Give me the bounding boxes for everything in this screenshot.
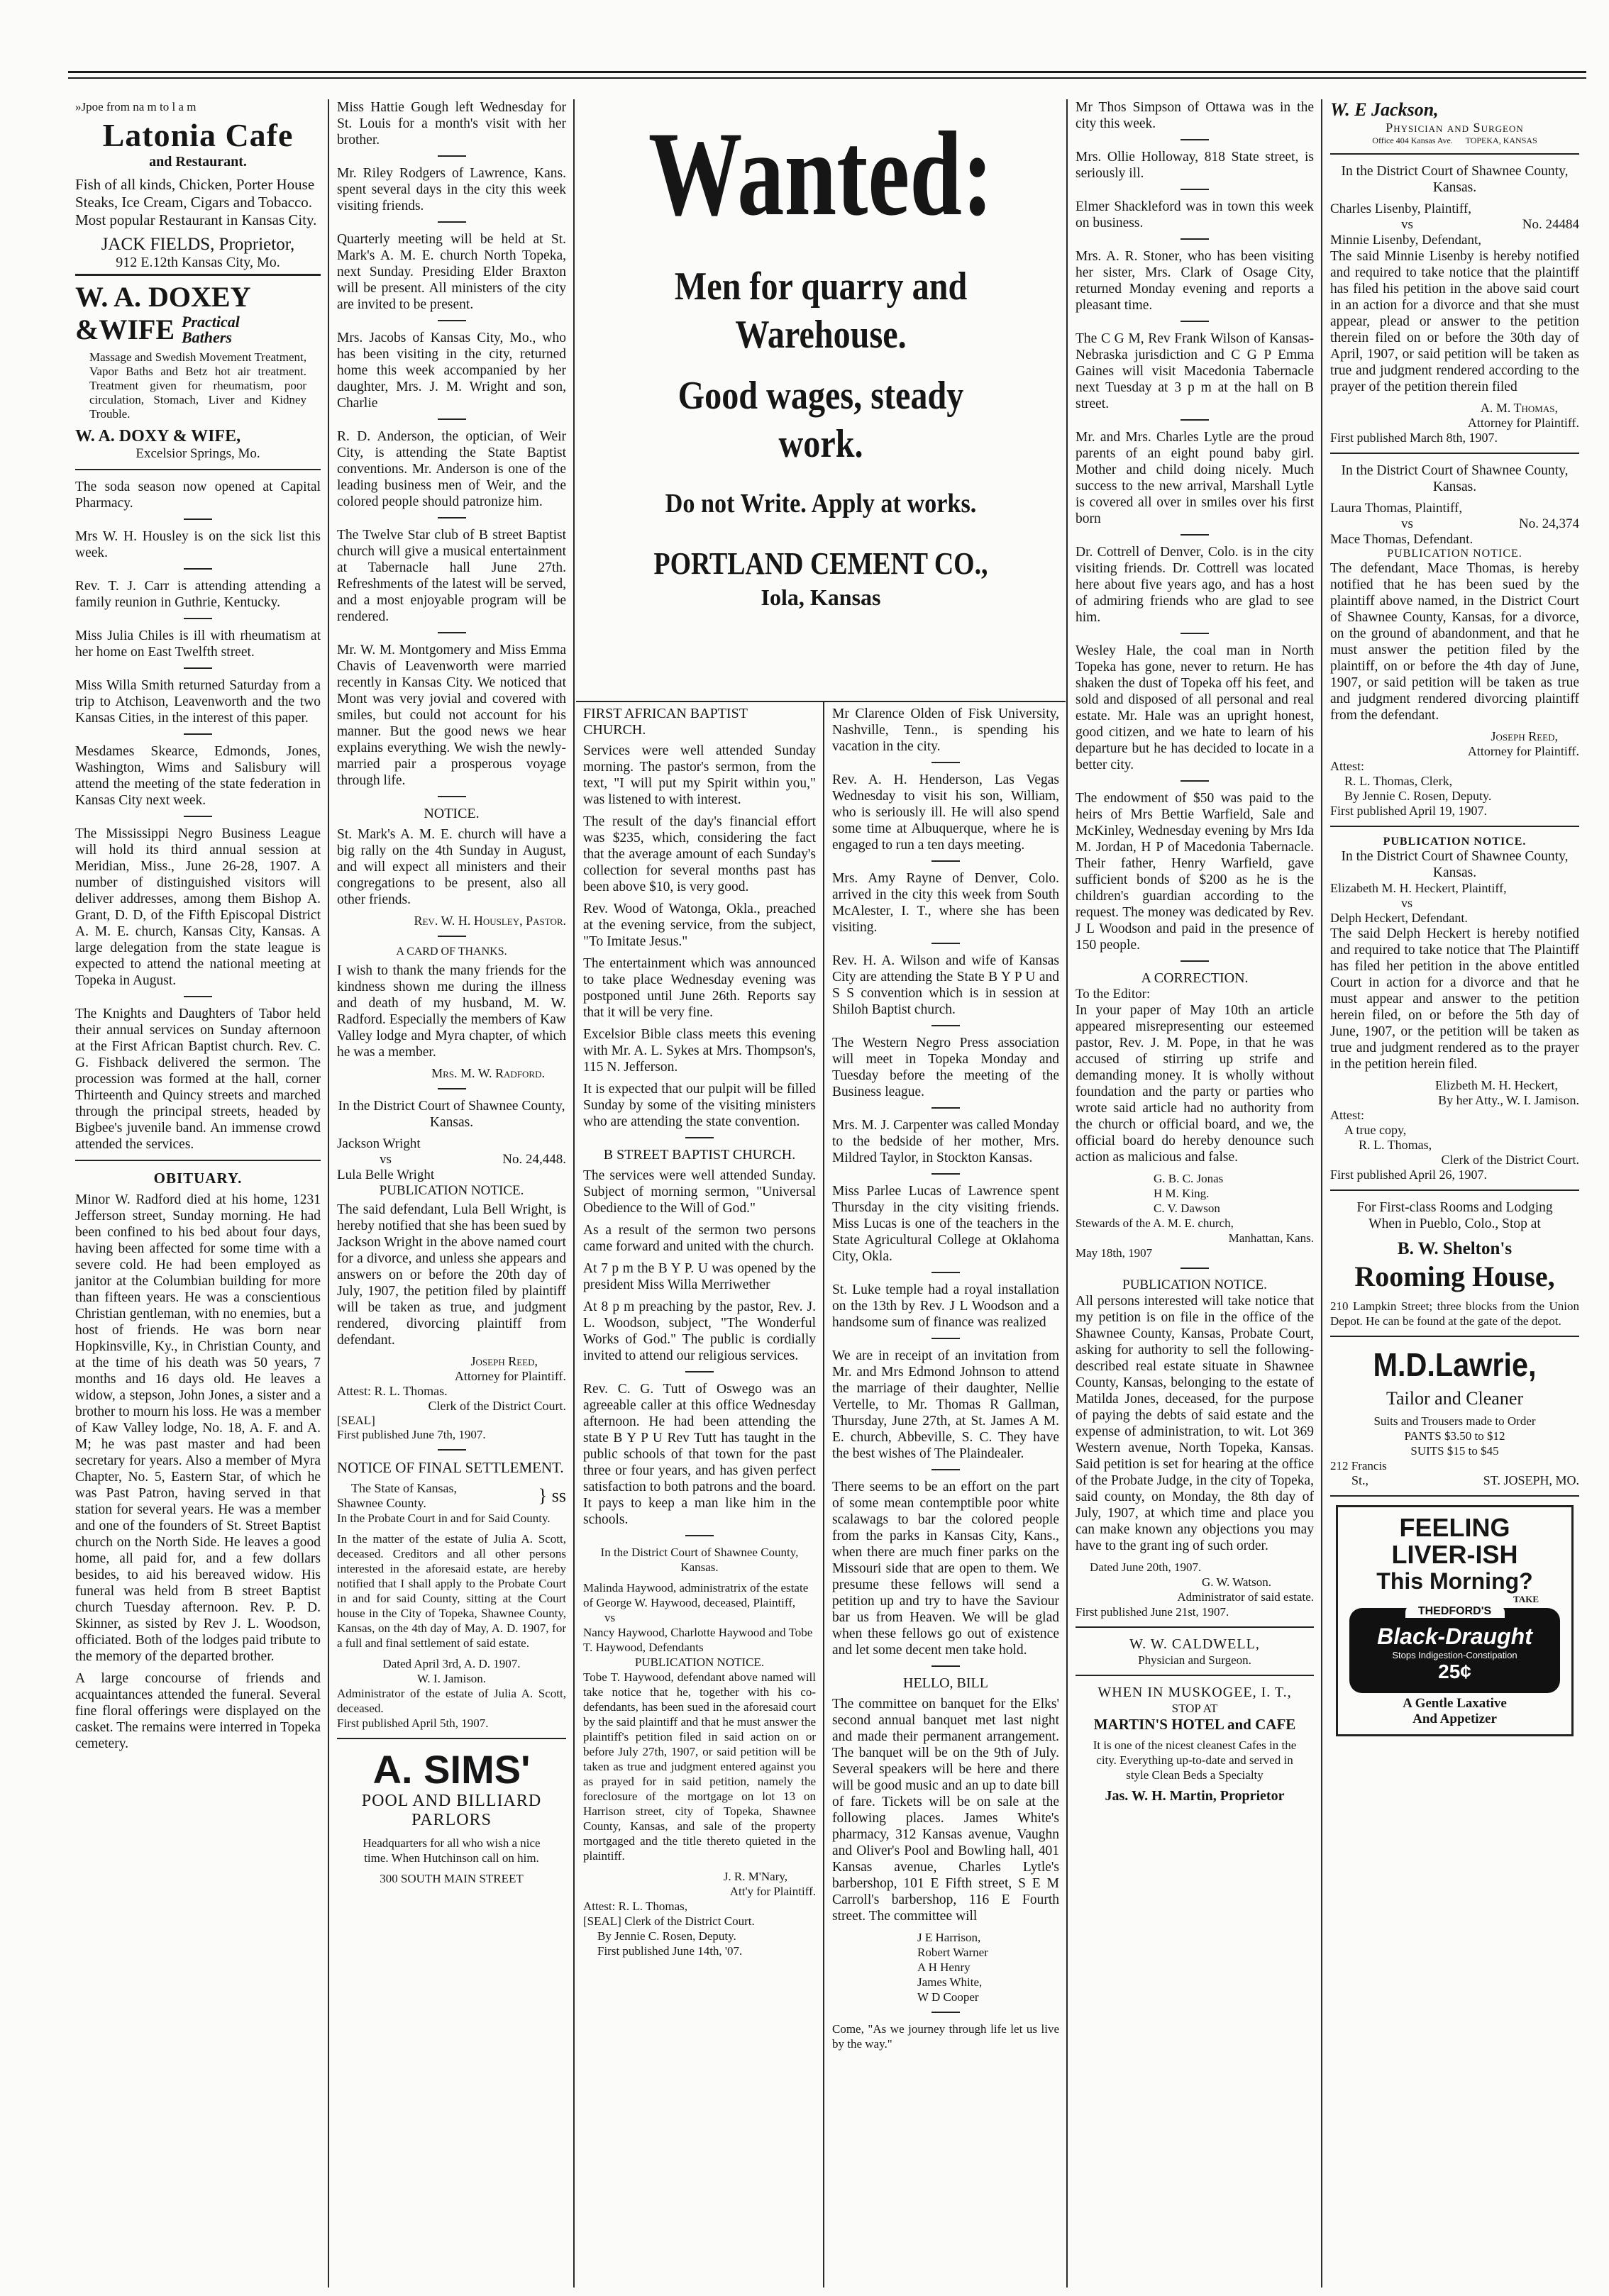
sims-ad xyxy=(337,1748,566,1886)
church-item: At 7 p m the B Y P. U was opened by the president Miss Willa Merriwether xyxy=(583,1261,816,1292)
news-item: The Knights and Daughters of Tabor held their annual services on Sunday afternoon at the First African Baptist church. Rev. C. G. Fishback delivered the sermon. The procession was formed at the hall, corner Thirteenth and Quincy streets and marched through the principal streets, headed by Bigbee's juvenile band. An immense crowd attended the services. xyxy=(75,1006,321,1152)
court-deputy: By Jennie C. Rosen, Deputy. xyxy=(597,1929,736,1943)
court-defendant: Delph Heckert, Defendant. xyxy=(1330,911,1468,925)
court-attorney: By her Atty., W. I. Jamison. xyxy=(1438,1093,1579,1107)
court-publication-heading: PUBLICATION NOTICE. xyxy=(379,1183,524,1198)
court-signature: Elizbeth M. H. Heckert, xyxy=(1435,1078,1558,1092)
news-item: The C G M, Rev Frank Wilson of Kansas-Nebraska jurisdiction and C G P Emma Gaines will visit Macedonia Tabernacle next Tuesday at 3 p m at the hall on B street. xyxy=(1076,331,1314,411)
court-heading: In the District Court of Shawnee County, Kansas. xyxy=(338,1099,565,1130)
rooming-house: Rooming House, xyxy=(1354,1260,1555,1292)
court-deputy: By Jennie C. Rosen, Deputy. xyxy=(1344,789,1492,803)
court-plaintiff: Charles Lisenby, Plaintiff, xyxy=(1330,201,1471,216)
news-item: Miss Hattie Gough left Wednesday for St. Louis for a month's visit with her brother. xyxy=(337,100,566,148)
court-true-copy: A true copy, xyxy=(1344,1123,1407,1137)
court-body: The said Minnie Lisenby is hereby notified and required to take notice that the plaintiff has filed his petition in the above said court in an action for a divorce and that she must appear, plead or answer to the petition therein filed on or before the 30th day of April, 1907, or said petition will be taken as true and judgment rendered according to the prayer of the petition therein filed xyxy=(1330,249,1579,394)
wanted-line2: Good wages, steady work. xyxy=(678,374,964,466)
column-4 xyxy=(825,706,1066,2284)
committee-member: A H Henry xyxy=(917,1961,971,1974)
court-signature: A. M. Thomas, xyxy=(1480,401,1558,415)
final-first-published: First published April 5th, 1907. xyxy=(337,1717,489,1730)
court-attorney: Attorney for Plaintiff. xyxy=(1467,744,1579,758)
doxey-wife: &WIFE xyxy=(75,314,175,345)
correction-place: Manhattan, Kans. xyxy=(1228,1231,1314,1245)
column-rule xyxy=(1066,99,1068,2287)
court-attest: Attest: xyxy=(1330,1108,1364,1122)
bd-name: Black-Draught xyxy=(1377,1624,1532,1649)
wanted-title: Wanted: xyxy=(648,107,994,240)
court-attorney: Attorney for Plaintiff. xyxy=(1467,416,1579,430)
steward-name: G. B. C. Jonas xyxy=(1154,1172,1224,1185)
column-rule xyxy=(573,99,575,2287)
doxey-tagline: Practical Bathers xyxy=(182,312,240,346)
notice-signature: Rev. W. H. Housley, Pastor. xyxy=(414,914,566,928)
martin-proprietor: Jas. W. H. Martin, Proprietor xyxy=(1105,1788,1285,1804)
church-item: At 8 p m preaching by the pastor, Rev. J. L. Woodson, subject, "The Wonderful Works of God." The public is cordially invited to attend our religious services. xyxy=(583,1299,816,1363)
church-item: Rev. Wood of Watonga, Okla., preached at the evening service, from the subject, "To Imitate Jesus." xyxy=(583,902,816,949)
obituary-heading: OBITUARY. xyxy=(153,1170,243,1187)
news-item: Miss Julia Chiles is ill with rheumatism at her home on East Twelfth street. xyxy=(75,628,321,660)
latonia-proprietor: JACK FIELDS, Proprietor, xyxy=(101,235,295,254)
news-item: Mrs. M. J. Carpenter was called Monday to the bedside of her mother, Mrs. Mildred Taylor, in Stockton Kansas. xyxy=(832,1118,1059,1165)
obituary-text: Minor W. Radford died at his home, 1231 Jefferson street, Sunday morning. He had been confined to his bed about four days, having been affected for some time with a severe cold. He had been employed as janitor at the Columbian building for more than fifteen years. He was a conscientious Christian gentleman, with no enemies, but a host of friends. He was born near Hopkinsville, Ky., in Christian County, and at the time of his death was 50 years, 7 months and 16 days old. He leaves a widow, a stepson, John Jones, a sister and a brother to mourn his loss. He was a member of Kaw Valley lodge, No. 18, A. F. and A. M; he was past master and had been secretary for years. Also a member of Myra Chapter, No. 5, Eastern Star, of which he was Past Patron, having served in that station for several years. He was a member and one of the founders of St. Street Baptist church on the North Side. He leaves a good home, all paid for, and a few dollars besides, to aid his bereaved widow. His funeral was held from B street Baptist church Tuesday afternoon. Rev. P. D. Skinner, as sisted by Rev J. L. Woodson, officiated. Both of the lodges paid tribute to the memory of the departed brother. xyxy=(75,1192,321,1664)
news-item: Mrs W. H. Housley is on the sick list this week. xyxy=(75,529,321,560)
black-draught-box xyxy=(1349,1605,1560,1693)
news-item: Mrs. A. R. Stoner, who has been visiting her sister, Mrs. Clark of Osage City, returned Monday evening and reports a pleasant time. xyxy=(1076,249,1314,313)
bd-take: TAKE xyxy=(1513,1594,1539,1604)
court-attest: Attest: R. L. Thomas. xyxy=(337,1384,448,1398)
court-attest: Attest: R. L. Thomas, xyxy=(583,1900,688,1913)
court-attorney: Att'y for Plaintiff. xyxy=(729,1885,816,1898)
news-item: We are in receipt of an invitation from Mr. and Mrs Edmond Johnson to attend the marriage of their daughter, Nellie Vertelle, to Mr. Thomas R Gallman, Thursday, June 27th, at St. James A M. E. church, Abbeville, S. C. They have the best wishes of The Plaindealer. xyxy=(832,1348,1059,1461)
caldwell-name: W. W. CALDWELL, xyxy=(1129,1636,1260,1652)
closing-quote: Come, "As we journey through life let us live by the way." xyxy=(832,2022,1059,2051)
correction-stewards: Stewards of the A. M. E. church, xyxy=(1076,1216,1234,1230)
court-publication-heading: PUBLICATION NOTICE. xyxy=(1387,548,1522,560)
court-body: The said defendant, Lula Bell Wright, is hereby notified that she has been sued by Jackson Wright in the above named court for a divorce, and unless she appears and answers on or before the 20th day of July, 1907, the petition filed by plaintiff will be taken as true, and judgment rendered, divorcing plaintiff from defendant. xyxy=(337,1202,566,1348)
column-rule xyxy=(328,99,329,2287)
stop-at: STOP AT xyxy=(1171,1702,1218,1715)
court-first-published: First published March 8th, 1907. xyxy=(1330,431,1498,445)
news-item: Mesdames Skearce, Edmonds, Jones, Washington, Wims and Salisbury will attend the meeting of the state federation in Kansas City next week. xyxy=(75,744,321,808)
jackson-title: Physician and Surgeon xyxy=(1386,121,1524,135)
church-item: Services were well attended Sunday morning. The pastor's sermon, from the text, "I will put my Spirit within you," was listened to with interest. xyxy=(583,743,816,807)
court-signature: Joseph Reed, xyxy=(1491,729,1558,743)
publication-first-published: First published June 21st, 1907. xyxy=(1076,1605,1229,1619)
news-item: Mr Clarence Olden of Fisk University, Nashville, Tenn., is spending his vacation in the city. xyxy=(832,706,1059,754)
jackson-name: W. E Jackson, xyxy=(1330,99,1439,120)
hello-bill-text: The committee on banquet for the Elks' second annual banquet met last night and made their permanent arrangement. The banquet will be on the 9th of July. Several speakers will be here and there will be good music and an up to date bill of fare. Tickets will be on sale at the following places. James White's pharmacy, 312 Kansas avenue, Vaughn and Oliver's Pool and Bowling hall, 401 Kansas avenue, Charles Lytle's barbershop, 101 E Fifth street, S E M Carroll's barbershop, 116 E Fourth street. The committee will xyxy=(832,1697,1059,1924)
news-item: The endowment of $50 was paid to the heirs of Mrs Bettie Warfield, Sale and McKinley, Wednesday evening by Mrs Ida M. Jordan, H P of Macedonia Tabernacle. Their father, Henry Warfield, gave sufficient bonds of $200 as he is the children's guardian according to the request. The money was dedicated by Rev. J L Woodson and paid in the presence of 150 people. xyxy=(1076,791,1314,953)
latonia-cafe-ad xyxy=(75,117,321,276)
court-vs: vs xyxy=(1401,516,1413,531)
column-2 xyxy=(330,99,573,2284)
final-ss: } ss xyxy=(538,1485,566,1506)
sims-line1: POOL AND BILLIARD xyxy=(361,1792,542,1810)
news-item: Wesley Hale, the coal man in North Topeka has gone, never to return. He has shaken the dust of Topeka off his feet, and sold and disposed of all personal and real estate. Mr. Hale was an upright honest, good citizen, and we hate to learn of his departure but he has decided to locate in a better city. xyxy=(1076,643,1314,772)
news-item: Mr. W. M. Montgomery and Miss Emma Chavis of Leavenworth were married recently in Kansas City. We noticed that Mont was very jovial and covered with smiles, but could not account for his manner. But the good news we hear explains everything. We wish the newly-married pair a prosperous voyage through life. xyxy=(337,643,566,788)
martin-body: It is one of the nicest cleanest Cafes in the city. Everything up-to-date and served in style Clean Beds a Specialty xyxy=(1093,1738,1297,1782)
sims-line2: PARLORS xyxy=(411,1811,492,1829)
court-publication-heading: PUBLICATION NOTICE. xyxy=(634,1656,765,1669)
court-heading: In the District Court of Shawnee County, Kansas. xyxy=(1341,164,1569,195)
sims-body: Headquarters for all who wish a nice time. When Hutchinson call on him. xyxy=(363,1836,541,1865)
court-first-published: First published April 19, 1907. xyxy=(1330,804,1488,818)
bd-gentle: A Gentle Laxative xyxy=(1403,1696,1507,1711)
lawrie-pants: PANTS $3.50 to $12 xyxy=(1404,1429,1505,1443)
doxey-name: W. A. DOXEY xyxy=(75,281,251,313)
bd-thedford: THEDFORD'S xyxy=(1405,1605,1505,1618)
court-clerk-title: Clerk of the District Court. xyxy=(1441,1153,1579,1167)
correction-date: May 18th, 1907 xyxy=(1076,1246,1153,1260)
final-signature: W. I. Jamison. xyxy=(416,1672,487,1685)
court-number: No. 24,448. xyxy=(502,1152,566,1167)
news-item: The Western Negro Press association will meet in Topeka Monday and Tuesday before the meeting of the Business league. xyxy=(832,1036,1059,1099)
bd-stops: Stops Indigestion-Constipation xyxy=(1392,1650,1517,1660)
wanted-place: Iola, Kansas xyxy=(761,584,881,610)
court-heading: In the District Court of Shawnee County, Kansas. xyxy=(600,1546,799,1574)
news-item: Rev. T. J. Carr is attending attending a family reunion in Guthrie, Kentucky. xyxy=(75,579,321,610)
court-number: No. 24,374 xyxy=(1519,516,1579,531)
wanted-company: PORTLAND CEMENT CO., xyxy=(653,546,988,581)
court-number: No. 24484 xyxy=(1522,217,1579,232)
lawrie-suits: SUITS $15 to $45 xyxy=(1410,1444,1499,1458)
notice-heading: NOTICE. xyxy=(424,806,480,821)
final-state: The State of Kansas, xyxy=(351,1481,457,1495)
news-item: The Mississippi Negro Business League will hold its third annual session at Meridian, Miss., June 26-28, 1907. A number of distinguished visitors will deliver addresses, among them Bishop A. Grant, D. D, of the Fifth Episcopal District A. M. E. church, Kansas City, Kansas. A large delegation from the state league is expected to attend the national meeting at Topeka in August. xyxy=(75,826,321,988)
court-parties: Malinda Haywood, administratrix of the estate of George W. Haywood, deceased, Plaintiff, xyxy=(583,1581,809,1609)
news-item: Rev. A. H. Henderson, Las Vegas Wednesday to visit his son, William, who is seriously ill. He will also spend some time at Albuquerque, where he is engaged to run a ten days meeting. xyxy=(832,772,1059,853)
court-vs: vs xyxy=(1401,896,1413,910)
column-6 xyxy=(1323,99,1586,2284)
steward-name: C. V. Dawson xyxy=(1154,1202,1220,1215)
column-rule xyxy=(1321,99,1322,2287)
final-date: Dated April 3rd, A. D. 1907. xyxy=(382,1657,521,1670)
court-attorney: Attorney for Plaintiff. xyxy=(454,1369,566,1383)
court-publication-heading: PUBLICATION NOTICE. xyxy=(1383,836,1527,848)
latonia-address: 912 E.12th Kansas City, Mo. xyxy=(75,255,321,276)
court-defendant: Mace Thomas, Defendant. xyxy=(1330,532,1473,547)
column-3 xyxy=(576,706,823,2284)
martin-hotel: MARTIN'S HOTEL and CAFE xyxy=(1093,1716,1296,1733)
news-item: The soda season now opened at Capital Pharmacy. xyxy=(75,479,321,511)
court-first-published: First published June 14th, '07. xyxy=(597,1944,743,1958)
correction-salutation: To the Editor: xyxy=(1076,987,1151,1002)
church-item: It is expected that our pulpit will be filled Sunday by some of the visiting ministers who are attending the state convention. xyxy=(583,1082,816,1129)
thanks-text: I wish to thank the many friends for the kindness shown me during the illness and death of my husband, M. W. Radford. Especially the members of Kaw Valley lodge and Myra chapter, of which he was a member. xyxy=(337,963,566,1060)
court-seal: [SEAL] xyxy=(337,1414,375,1427)
page-top-fragment: »Jpoe from na m to l a m xyxy=(75,100,197,113)
news-item: Mrs. Ollie Holloway, 818 State street, is seriously ill. xyxy=(1076,150,1314,181)
news-item: Elmer Shackleford was in town this week on business. xyxy=(1076,199,1314,231)
church-item: Rev. C. G. Tutt of Oswego was an agreeable caller at this office Wednesday afternoon. He had been attending the state B Y P U Rev Tutt has taught in the public schools of that town for the past three or four years, and has given perfect satisfaction to both patrons and the board. It pays to keep a man like him in the schools. xyxy=(583,1382,816,1527)
court-plaintiff: Jackson Wright xyxy=(337,1136,421,1151)
court-defendant: Lula Belle Wright xyxy=(337,1168,435,1182)
bd-morning: This Morning? xyxy=(1376,1568,1533,1594)
court-defendant: Minnie Lisenby, Defendant, xyxy=(1330,233,1481,248)
court-signature: J. R. M'Nary, xyxy=(723,1870,787,1883)
news-item: Quarterly meeting will be held at St. Mark's A. M. E. church North Topeka, next Sunday. Presiding Elder Braxton will be present. All ministers of the city are invited to be present. xyxy=(337,232,566,312)
court-body: The said Delph Heckert is hereby notified and required to take notice that The Plaintiff has filed her petition in the above entitled Court in action for a divorce and that he must appear and answer to the petition herein filed, on or before the 5th day of June, 1907, or the petition will be taken as true and judgment rendered as to the prayer in the petition herein filed. xyxy=(1330,926,1579,1072)
publication-heading: PUBLICATION NOTICE. xyxy=(1122,1277,1267,1292)
church-item: The services were well attended Sunday. Subject of morning sermon, "Universal Obedience to the Will of God." xyxy=(583,1168,816,1216)
hello-bill-heading: HELLO, BILL xyxy=(903,1675,988,1691)
bd-liverish: LIVER-ISH xyxy=(1391,1540,1518,1569)
correction-heading: A CORRECTION. xyxy=(1141,970,1249,986)
thanks-heading: A CARD OF THANKS. xyxy=(396,945,507,958)
column-1 xyxy=(68,99,328,2284)
wanted-line1: Men for quarry and Warehouse. xyxy=(674,265,968,357)
news-item: The Twelve Star club of B street Baptist church will give a musical entertainment at Tabernacle hall June 27th. Refreshments of the latest will be served, and a most enjoyable program will be rendered. xyxy=(337,528,566,624)
church-item: The entertainment which was announced to take place Wednesday evening was postponed until June 26th. Reports say that it will be very fine. xyxy=(583,956,816,1020)
court-attest: Attest: xyxy=(1330,759,1364,773)
sims-name: A. SIMS' xyxy=(372,1747,531,1792)
latonia-title: Latonia Cafe xyxy=(102,117,294,153)
final-county: Shawnee County. xyxy=(337,1496,426,1510)
shelton-name: B. W. Shelton's xyxy=(1397,1239,1513,1258)
court-plaintiff: Laura Thomas, Plaintiff, xyxy=(1330,501,1463,516)
doxey-body: Massage and Swedish Movement Treatment, Vapor Baths and Betz hot air treatment. Treatment given for rheumatism, poor circulation, Stomach, Liver and Kidney Trouble. xyxy=(89,350,306,421)
latonia-body: Fish of all kinds, Chicken, Porter House Steaks, Ice Cream, Cigars and Tobacco. Most popular Restaurant in Kansas City. xyxy=(75,176,317,228)
court-heading: In the District Court of Shawnee County, Kansas. xyxy=(1341,463,1569,494)
final-body: In the matter of the estate of Julia A. Scott, deceased. Creditors and all other persons interested in the aforesaid estate, are hereby notified that I shall apply to the Probate Court in and for said County, sitting at the Court house in the City of Topeka, Shawnee County, Kansas, on the 4th day of May, A. D. 1907, for a full and final settlement of said estate. xyxy=(337,1532,566,1650)
court-vs: vs xyxy=(380,1152,392,1167)
lawrie-body: Suits and Trousers made to Order xyxy=(1373,1414,1536,1428)
first-african-heading: FIRST AFRICAN BAPTIST CHURCH. xyxy=(583,706,748,738)
court-clerk: R. L. Thomas, xyxy=(1359,1138,1432,1152)
news-item: Mr. Riley Rodgers of Lawrence, Kans. spent several days in the city this week visiting friends. xyxy=(337,166,566,213)
church-item: As a result of the sermon two persons came forward and united with the church. xyxy=(583,1223,816,1254)
lawrie-address-1: 212 Francis xyxy=(1330,1459,1387,1473)
court-body: Tobe T. Haywood, defendant above named will take notice that he, together with his co-defendants, has been sued in the aforesaid court by the said plaintiff and that he must answer the plaintiff's petition filed in said action on or before July 27th, 1907, or said petition will be taken as true and judgment entered against you as prayed for in said petition, namely the foreclosure of the mortgage on lot 13 on Harrison street, city of Topeka, Shawnee County, Kansas, and sale of the property mortgaged and the title thereto quieted in the plaintiff. xyxy=(583,1670,816,1863)
obituary-text: A large concourse of friends and acquaintances attended the funeral. Several fine floral offerings were displayed on the casket. The remains were interred in Topeka cemetery. xyxy=(75,1671,321,1751)
publication-date: Dated June 20th, 1907. xyxy=(1090,1560,1202,1574)
thanks-signature: Mrs. M. W. Radford. xyxy=(431,1066,545,1080)
bd-appetizer: And Appetizer xyxy=(1412,1712,1497,1726)
final-administrator: Administrator of the estate of Julia A. Scott, deceased. xyxy=(337,1687,566,1715)
committee-member: James White, xyxy=(917,1975,983,1989)
news-item: Mrs. Jacobs of Kansas City, Mo., who has been visiting in the city, returned home this week accompanied by her daughter, Mrs. J. M. Wright and son, Charlie xyxy=(337,331,566,411)
lawrie-address-2: St., xyxy=(1351,1473,1369,1487)
publication-text: All persons interested will take notice that my petition is on file in the office of the Shawnee County, Kansas, Probate Court, asking for authority to sell the following-described real estate situate in Shawnee County, Kansas, belonging to the estate of Matilda Jones, deceased, for the purpose of paying the debts of said estate and the expense of administration, to wit. Lot 369 Western avenue, North Topeka, Kansas. Said petition is set for hearing at the office of the Probate Judge, in the city of Topeka, said county, on Monday, the 8th day of July, 1907, at which time and place you can make known any objections you may have to the grant ing of such order. xyxy=(1076,1294,1314,1553)
court-seal: [SEAL] Clerk of the District Court. xyxy=(583,1914,755,1928)
latonia-subtitle: and Restaurant. xyxy=(149,154,247,170)
lawrie-name: M.D.Lawrie, xyxy=(1373,1346,1537,1383)
doxey-place: Excelsior Springs, Mo. xyxy=(136,446,260,461)
church-item: The result of the day's financial effort was $235, which, considering the fact that the average amount of each Sunday's collection for several months past has been above $10, is very good. xyxy=(583,814,816,894)
final-settlement-heading: NOTICE OF FINAL SETTLEMENT. xyxy=(337,1459,564,1476)
jackson-address: Office 404 Kansas Ave. TOPEKA, KANSAS xyxy=(1372,135,1537,145)
column-5 xyxy=(1068,99,1321,2284)
black-draught-ad xyxy=(1336,1505,1574,1736)
committee-member: J E Harrison, xyxy=(917,1931,981,1944)
news-item: R. D. Anderson, the optician, of Weir City, is attending the State Baptist conventions. Mr. Anderson is one of the leading business men of Weir, and the colored people should patronize him. xyxy=(337,429,566,509)
news-item: There seems to be an effort on the part of some mean contemptible poor white scalawags to bar the colored people from the parks in Kansas City, Kans., when there are much finer parks on the Missouri side that are open to them. We presume these fellows will send a petition up and try to have the Saviour bar us from Heaven. We will be glad when these fellows go out of existence and let some decent men take hold. xyxy=(832,1480,1059,1658)
court-clerk: R. L. Thomas, Clerk, xyxy=(1344,774,1453,788)
committee-member: Robert Warner xyxy=(917,1946,988,1959)
news-item: Miss Willa Smith returned Saturday from a trip to Atchison, Leavenworth and the two Kansas Cities, in the interest of this paper. xyxy=(75,678,321,726)
caldwell-title: Physician and Surgeon. xyxy=(1138,1653,1251,1667)
court-heading: In the District Court of Shawnee County, Kansas. xyxy=(1341,849,1569,880)
committee-member: W D Cooper xyxy=(917,1990,979,2004)
court-vs: vs xyxy=(604,1611,616,1624)
news-item: Miss Parlee Lucas of Lawrence spent Thursday in the city visiting friends. Miss Lucas is one of the teachers in the State Agricultural College at Oklahoma City, Okla. xyxy=(832,1184,1059,1264)
court-defendants: Nancy Haywood, Charlotte Haywood and Tobe T. Haywood, Defendants xyxy=(583,1626,813,1654)
publication-signature: G. W. Watson. xyxy=(1202,1575,1271,1589)
correction-text: In your paper of May 10th an article appeared misrepresenting our esteemed pastor, Rev. J. M. Pope, in that he was accused of stirring up strife and demanding money. It is wholly without foundation and the party or parties who wrote said article had no authority from the church or official board, and we, the official board do hereby denounce such action as malicious and false. xyxy=(1076,1003,1314,1165)
court-body: The defendant, Mace Thomas, is hereby notified that he has been sued by the plaintiff above named, in the District Court of Shawnee County, Kansas, for a divorce, on the ground of abandonment, and that he must answer the petition filed by the plaintiff, on or before the 4th day of June, 1907, or said petition will be taken as true and judgment rendered divorcing plaintiff from the defendant. xyxy=(1330,561,1579,723)
news-item: Dr. Cottrell of Denver, Colo. is in the city visiting friends. Dr. Cottrell was located here about five years ago, and has a host of admiring friends who are glad to see him. xyxy=(1076,545,1314,625)
news-item: Rev. H. A. Wilson and wife of Kansas City are attending the State B Y P U and S S convention which is in session at Shiloh Baptist church. xyxy=(832,953,1059,1017)
pueblo-line: For First-class Rooms and Lodging When in Pueblo, Colo., Stop at xyxy=(1356,1200,1553,1231)
court-first-published: First published April 26, 1907. xyxy=(1330,1168,1488,1182)
doxey-sign: W. A. DOXY & WIFE, xyxy=(75,427,241,445)
sims-address: 300 SOUTH MAIN STREET xyxy=(380,1872,524,1885)
b-street-heading: B STREET BAPTIST CHURCH. xyxy=(603,1147,796,1163)
steward-name: H M. King. xyxy=(1154,1187,1210,1200)
court-first-published: First published June 7th, 1907. xyxy=(337,1428,486,1441)
masthead-rule xyxy=(68,71,1586,79)
shelton-body: 210 Lampkin Street; three blocks from the Union Depot. He can be found at the gate of the depot. xyxy=(1330,1299,1579,1328)
lawrie-city: ST. JOSEPH, MO. xyxy=(1483,1473,1579,1487)
bd-feeling: FEELING xyxy=(1399,1513,1510,1542)
news-item: Mrs. Amy Rayne of Denver, Colo. arrived in the city this week from South McAlester, I. T., where she has been visiting. xyxy=(832,871,1059,935)
wanted-ad xyxy=(576,99,1066,702)
news-item: Mr Thos Simpson of Ottawa was in the city this week. xyxy=(1076,100,1314,131)
publication-administrator: Administrator of said estate. xyxy=(1177,1590,1314,1604)
muskogee-line: WHEN IN MUSKOGEE, I. T., xyxy=(1097,1685,1292,1700)
news-item: Mr. and Mrs. Charles Lytle are the proud parents of an eight pound baby girl. Mother and child doing nicely. Much success to the new arrival, Marshall Lytle is covered all over in smiles over his first born xyxy=(1076,430,1314,526)
bd-price: 25¢ xyxy=(1438,1660,1471,1682)
news-item: St. Luke temple had a royal installation on the 13th by Rev. J L Woodson and a handsome sum of finance was realized xyxy=(832,1282,1059,1330)
final-court: In the Probate Court in and for Said County. xyxy=(337,1512,551,1525)
church-item: Excelsior Bible class meets this evening with Mr. A. L. Sykes at Mrs. Thompson's, 115 N. Jefferson. xyxy=(583,1027,816,1075)
column-rule xyxy=(823,702,824,2287)
court-vs: vs xyxy=(1401,217,1413,232)
wanted-line3: Do not Write. Apply at works. xyxy=(665,489,977,518)
court-clerk: Clerk of the District Court. xyxy=(428,1399,566,1413)
court-plaintiff: Elizabeth M. H. Heckert, Plaintiff, xyxy=(1330,881,1507,895)
notice-text: St. Mark's A. M. E. church will have a big rally on the 4th Sunday in August, and will expect all ministers and their congregations to be present, also all other friends. xyxy=(337,827,566,907)
lawrie-title: Tailor and Cleaner xyxy=(1386,1388,1524,1409)
court-signature: Joseph Reed, xyxy=(470,1354,538,1368)
doxey-ad xyxy=(75,282,321,470)
